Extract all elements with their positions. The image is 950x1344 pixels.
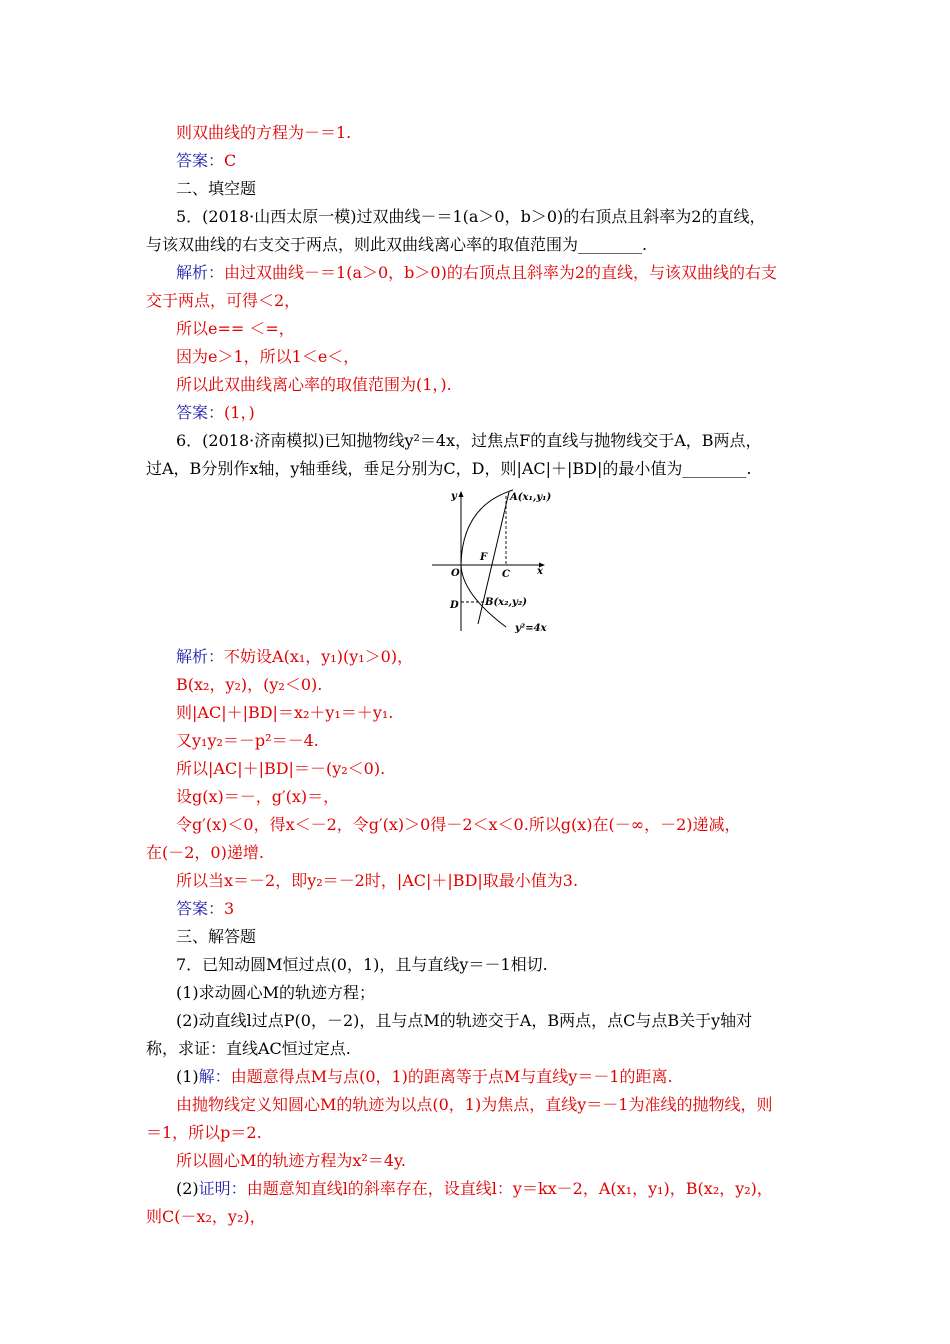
question-line: 与该双曲线的右支交于两点，则此双曲线离心率的取值范围为________. xyxy=(146,235,648,254)
question-line: 6．(2018·济南模拟)已知抛物线y²＝4x，过焦点F的直线与抛物线交于A，B两点， xyxy=(176,431,762,450)
section-heading: 二、填空题 xyxy=(176,179,257,198)
analysis-line: 所以e== ＜=， xyxy=(176,319,295,338)
analysis-line: 则|AC|＋|BD|＝x₂＋y₁＝＋y₁. xyxy=(176,703,394,722)
analysis-line: 所以当x＝－2，即y₂＝－2时，|AC|＋|BD|取最小值为3. xyxy=(176,871,579,890)
proof-line: (2)证明：由题意知直线l的斜率存在，设直线l：y＝kx－2，A(x₁，y₁)，B(x₂，y₂)， xyxy=(176,1179,773,1198)
analysis-line: 解析：由过双曲线－＝1(a＞0，b＞0)的右顶点且斜率为2的直线，与该双曲线的右支 xyxy=(176,263,778,282)
parabola-figure xyxy=(418,484,558,634)
label-d: D xyxy=(450,600,459,611)
label-c: C xyxy=(502,569,510,580)
label-b: B(x₂,y₂) xyxy=(485,597,527,608)
label-f: F xyxy=(480,552,488,563)
analysis-line: 令g′(x)＜0，得x＜－2，令g′(x)＞0得－2＜x＜0.所以g(x)在(－∞，－2)递减， xyxy=(176,815,741,834)
label-a: A(x₁,y₁) xyxy=(510,492,552,503)
analysis-line: B(x₂，y₂)，(y₂＜0). xyxy=(176,675,323,694)
answer-line: 答案：3 xyxy=(176,899,235,918)
question-line: (2)动直线l过点P(0，－2)，且与点M的轨迹交于A，B两点，点C与点B关于y轴对 xyxy=(176,1011,753,1030)
question-line: 7．已知动圆M恒过点(0，1)，且与直线y＝－1相切. xyxy=(176,955,548,974)
solution-line: ＝1，所以p＝2. xyxy=(146,1123,262,1142)
analysis-line: 所以此双曲线离心率的取值范围为(1，). xyxy=(176,375,452,394)
answer-line: 答案：C xyxy=(176,151,237,170)
label-curve: y²=4x xyxy=(515,623,547,634)
y-axis-arrow xyxy=(459,491,464,497)
analysis-line: 解析：不妨设A(x₁，y₁)(y₁＞0)， xyxy=(176,647,414,666)
question-line: 5．(2018·山西太原一模)过双曲线－＝1(a＞0，b＞0)的右顶点且斜率为2的直线， xyxy=(176,207,766,226)
analysis-line: 在(－2，0)递增. xyxy=(146,843,264,862)
analysis-line: 所以|AC|＋|BD|＝－(y₂＜0). xyxy=(176,759,386,778)
solution-line: (1)解：由题意得点M与点(0，1)的距离等于点M与直线y＝－1的距离. xyxy=(176,1067,673,1086)
answer-line: 答案：(1，) xyxy=(176,403,255,422)
solution-line: 所以圆心M的轨迹方程为x²＝4y. xyxy=(176,1151,407,1170)
analysis-line: 因为e＞1，所以1＜e＜， xyxy=(176,347,360,366)
text-line: 则双曲线的方程为－＝1. xyxy=(176,123,352,142)
label-y: y xyxy=(451,491,457,502)
analysis-line: 又y₁y₂＝－p²＝－4. xyxy=(176,731,319,750)
section-heading: 三、解答题 xyxy=(176,927,257,946)
label-o: O xyxy=(451,568,460,579)
question-line: 称，求证：直线AC恒过定点. xyxy=(146,1039,351,1058)
analysis-line: 交于两点，可得＜2， xyxy=(146,291,301,310)
question-line: (1)求动圆心M的轨迹方程； xyxy=(176,983,376,1002)
label-x: x xyxy=(537,566,543,577)
solution-line: 由抛物线定义知圆心M的轨迹为以点(0，1)为焦点，直线y＝－1为准线的抛物线，则 xyxy=(176,1095,773,1114)
proof-line: 则C(－x₂，y₂)， xyxy=(146,1207,266,1226)
analysis-line: 设g(x)＝－，g′(x)＝， xyxy=(176,787,340,806)
question-line: 过A，B分别作x轴，y轴垂线，垂足分别为C，D，则|AC|＋|BD|的最小值为________. xyxy=(146,459,752,478)
